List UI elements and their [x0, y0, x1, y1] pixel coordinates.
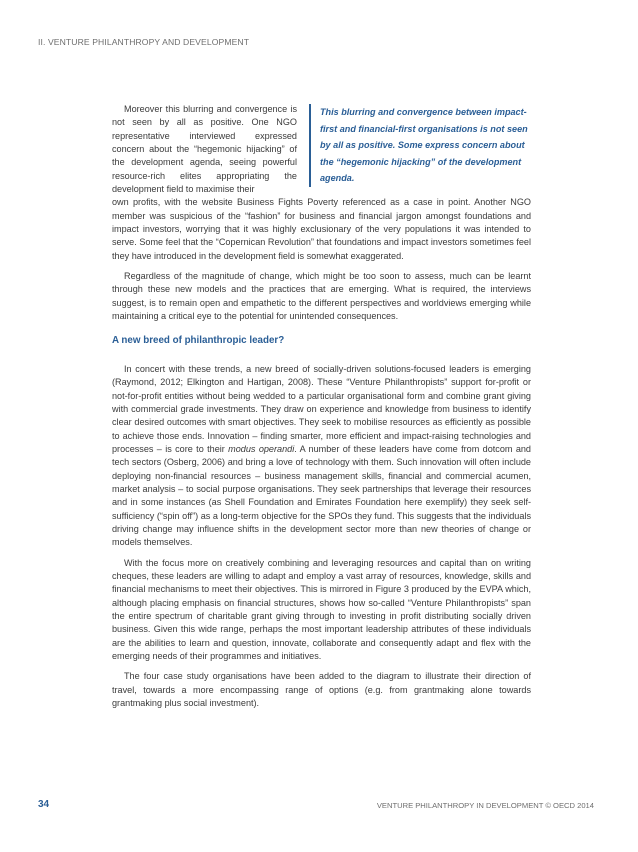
modus-operandi-italic: modus operandi: [228, 443, 295, 454]
page-number: 34: [38, 799, 50, 810]
body-text: [112, 103, 531, 717]
paragraph-focus: With the focus more on creatively combining and leveraging resources and capital than on writing cheques, these leaders are willing to adapt and employ a vast array of resources, knowledge, skills and financial mechanisms to meet their objectives. This is mirrored in Figure 3 produced by the EVPA which, although placing emphasis on financial structures, shows how so-called “Venture Philanthropists” span the entire spectrum of charitable grant giving through to investing in profit distributing socially driven business. Given this wide range, perhaps the most important leadership attributes of these individuals are the abilities to learn and question, innovate, collaborate and consequently adapt and flex with the emerging needs of their programmes and initiatives.: [112, 557, 531, 662]
paragraph-intro-wrapped: Moreover this blurring and convergence is not seen by all as positive. One NGO representative interviewed expressed concern about the “hegemonic hijacking” of the development agenda, seeing powerful resource-rich elites appropriating the development field to maximise their: [112, 104, 297, 195]
wrapped-paragraph-intro: [112, 103, 297, 196]
paragraph-new-breed-part-a: In concert with these trends, a new breed of socially-driven solutions-focused leaders is emerging (Raymond, 2012; Elkington and Hartigan, 2008). These “Venture Philanthropists” support for-profit or not-for-profit entities without being wedded to a particular organisational form and combine grant giving with commercial grade investments. They draw on experience and knowledge from business to identify clear desired outcomes with smart objectives. They seek to mobilise resources as efficiently as possible to achieve those ends. Innovation – finding smarter, more efficient and impact-raising technologies and processes – is core to their: [112, 363, 531, 454]
paragraph-case-studies: The four case study organisations have been added to the diagram to illustrate their direction of travel, towards a more encompassing range of options (e.g. from grantmaking alone towards grantmaking plus social investment).: [112, 671, 531, 709]
paragraph-new-breed-part-b: . A number of these leaders have come from dotcom and tech sectors (Osberg, 2006) and bring a love of technology with them. Such innovation will often include deploying non-financial resources – business management skills, financial and commercial acumen, market analysis – to social purpose organisations. They seek partnerships that leverage their resources and in some instances (as Shell Foundation and Emirates Foundation here exemplify) they seek self-sufficiency (“spin off”) as a long-term objective for the SPOs they fund. This suggests that the individuals driving change may influence shifts in the development sector more than new theories of change or models themselves.: [112, 443, 531, 548]
running-head: II. VENTURE PHILANTHROPY AND DEVELOPMENT: [38, 37, 250, 47]
paragraph-new-breed: [112, 363, 531, 550]
paragraph-regardless: Regardless of the magnitude of change, which might be too soon to assess, much can be learnt through these new models and the practices that are emerging. What is required, the interviews suggest, is to remain open and empathetic to the different perspectives and worldviews emerging while maintaining a critical eye to the potential for unintended consequences.: [112, 271, 531, 322]
footer-publication: VENTURE PHILANTHROPY IN DEVELOPMENT © OECD 2014: [376, 801, 594, 810]
section-heading: A new breed of philanthropic leader?: [112, 334, 285, 346]
paragraph-intro-continued: own profits, with the website Business Fights Poverty referenced as a case in point. Another NGO member was suspicious of the “fashion” for business and financial jargon amongst foundations and impact investors, worrying that it was highly exclusionary of the very populations it was intended to serve. Some feel that the “Copernican Revolution” that foundations and impact investors sometimes feel they have introduced in the development field is somewhat exaggerated.: [112, 197, 531, 261]
pull-quote: This blurring and convergence between impact-first and financial-first organisations is not seen by all as positive. Some express concern about the “hegemonic hijacking” of the development agenda.: [309, 104, 538, 187]
